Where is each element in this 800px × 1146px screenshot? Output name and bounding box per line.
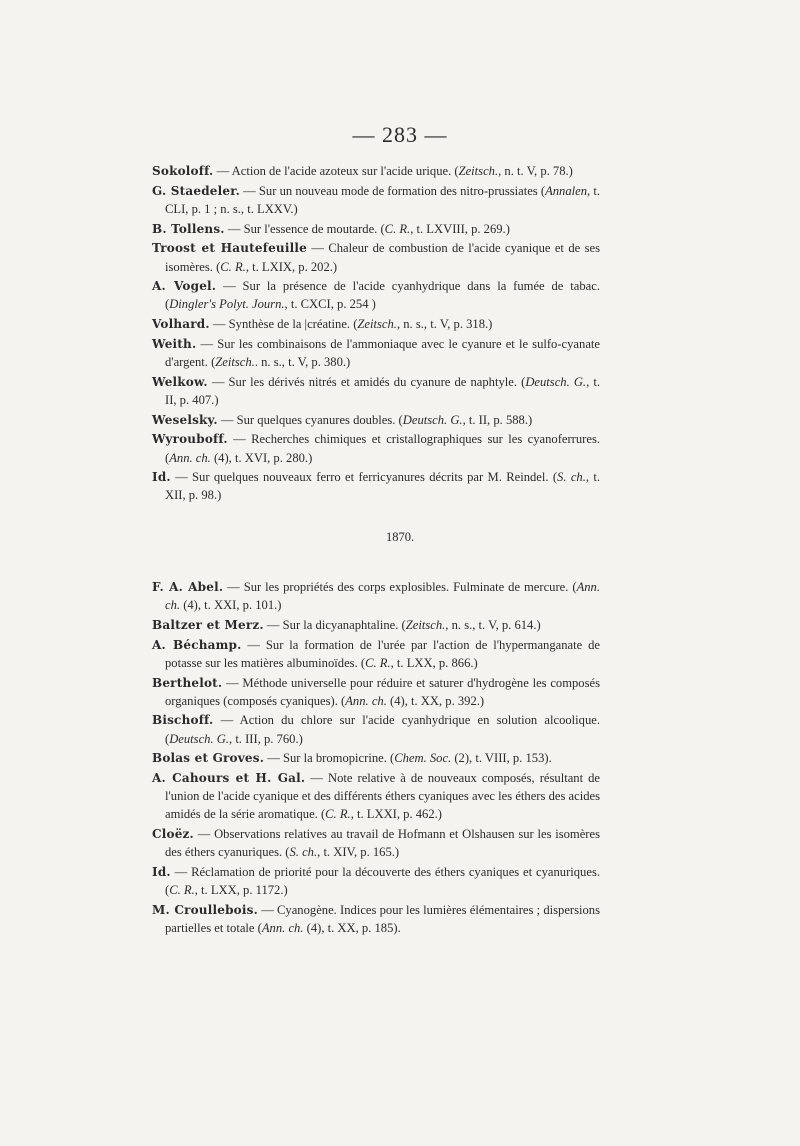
page-number: — 283 — [352, 122, 448, 147]
entry-text: (2), t. VIII, p. 153). [451, 751, 552, 766]
entry-text: — Action de l'acide azoteux sur l'acide urique. ( [213, 164, 459, 178]
bibliography-entry [152, 616, 600, 634]
entry-author: Baltzer et Merz. [152, 617, 264, 632]
entry-text: , t. LXVIII, p. 269.) [410, 221, 510, 236]
entry-author: Id. [152, 470, 171, 485]
entry-author: A. Vogel. [152, 279, 217, 294]
entry-author: Troost et Hautefeuille [152, 241, 307, 256]
entry-source: Deutsch. G. [169, 731, 230, 746]
entry-text: , t. LXXI, p. 462.) [350, 807, 442, 822]
entry-text: , t. LXX, p. 1172.) [194, 883, 288, 898]
bibliography-entry [152, 220, 600, 238]
entry-source: C. R. [325, 807, 351, 822]
entry-text: (4), t. XX, p. 185). [303, 921, 401, 936]
entry-source: S. ch. [289, 845, 318, 860]
bibliography-entry [152, 674, 600, 710]
entry-author: Bischoff. [152, 713, 214, 728]
bibliography-entry [152, 373, 600, 409]
entry-source: S. ch. [557, 470, 586, 485]
entry-text: — Synthèse de la |créatine. ( [209, 317, 358, 332]
entry-text: — Sur la bromopicrine. ( [264, 751, 395, 766]
entry-author: Weselsky. [152, 412, 218, 427]
entry-author: Welkow. [152, 374, 208, 389]
entry-text: — Sur les combinaisons de l'ammoniaque avec le cyanure et le sulfo-cyanate d'argent. ( [165, 336, 600, 370]
entry-source: Zeitsch. [215, 355, 255, 370]
entry-text: — Sur la dicyanaphtaline. ( [263, 617, 406, 632]
entry-source: Ann. ch. [261, 921, 304, 936]
entry-text: — Réclamation de priorité pour la découverte des éthers cyaniques et cyanuriques. ( [165, 865, 600, 898]
entry-text: — Sur la formation de l'urée par l'action de l'hypermanganate de potasse sur les matières albuminoïdes. ( [165, 637, 600, 670]
entry-text: — Action du chlore sur l'acide cyanhydrique en solution alcoolique. ( [165, 713, 600, 746]
entry-text: , t. CLI, p. 1 ; n. s., t. LXXV.) [165, 183, 600, 216]
entry-text: — Sur l'essence de moutarde. ( [224, 221, 385, 236]
bibliography-entry [152, 162, 600, 180]
entry-text: — Sur quelques nouveaux ferro et ferricyanures décrits par M. Reindel. ( [170, 470, 558, 485]
entry-text: — Sur les dérivés nitrés et amidés du cyanure de naphtyle. ( [207, 374, 526, 389]
bibliography-entry [152, 769, 600, 824]
entry-source: C. R. [169, 883, 195, 898]
bibliography-entry [152, 411, 600, 429]
entry-author: Wyrouboff. [152, 432, 228, 447]
entry-source: Zeitsch. [357, 317, 397, 332]
year-heading: 1870. [385, 530, 415, 544]
bibliography-entry [152, 825, 600, 861]
entry-text: — Sur quelques cyanures doubles. ( [217, 412, 403, 427]
entry-source: Deutsch. G. [402, 412, 463, 427]
entry-source: Deutsch. G. [525, 374, 587, 389]
entry-source: Zeitsch. [405, 617, 446, 632]
entry-source: C. R. [384, 221, 411, 236]
entry-author: A. Cahours et H. Gal. [152, 771, 306, 786]
entry-text: , t. II, p. 588.) [462, 412, 533, 427]
entry-text: , n. s., t. V, p. 614.) [445, 617, 541, 632]
entry-source: Ann. ch. [169, 450, 211, 465]
bibliography-entry [152, 636, 600, 672]
entry-text: . n. s., t. V, p. 380.) [254, 355, 351, 370]
entry-text: , n. t. V, p. 78.) [498, 164, 573, 178]
entry-text: , t. CXCI, p. 254 ) [284, 297, 376, 312]
entry-author: Cloëz. [152, 827, 194, 842]
entry-author: Bolas et Groves. [152, 751, 265, 766]
entry-text: , n. s., t. V, p. 318.) [396, 317, 493, 332]
entry-text: — Sur la présence de l'acide cyanhydrique dans la fumée de tabac. ( [165, 279, 600, 312]
bibliography-entry [152, 863, 600, 899]
bibliography-entry [152, 335, 600, 371]
entry-text: , t. LXIX, p. 202.) [245, 259, 338, 274]
entry-source: Ann. ch. [165, 580, 600, 613]
entry-text: — Note relative à de nouveaux composés, résultant de l'union de l'acide cyanique et des différents éthers cyaniques avec les éthers des acides amidés de la série aromatique. ( [165, 771, 601, 822]
entry-text: , t. II, p. 407.) [165, 374, 601, 407]
bibliography-entry [152, 315, 600, 333]
entry-author: F. A. Abel. [152, 580, 224, 594]
entry-author: M. Croullebois. [152, 902, 258, 917]
entry-text: (4), t. XX, p. 392.) [386, 693, 485, 708]
entry-author: Volhard. [152, 317, 210, 332]
entry-source: Ann. ch. [345, 693, 387, 708]
entry-source: Zeitsch. [458, 164, 499, 178]
entry-source: C. R. [220, 259, 246, 274]
bibliography-entry [152, 182, 600, 218]
entry-text: — Sur les propriétés des corps explosibles. Fulminate de mercure. ( [223, 580, 577, 594]
entry-text: (4), t. XXI, p. 101.) [180, 598, 282, 613]
entry-source: C. R. [365, 655, 391, 670]
entry-author: Sokoloff. [152, 164, 214, 178]
entry-text: , t. XII, p. 98.) [165, 470, 600, 503]
entry-author: G. Staedeler. [152, 183, 241, 198]
entry-text: — Chaleur de combustion de l'acide cyanique et de ses isomères. ( [165, 241, 600, 274]
entry-author: Id. [152, 865, 171, 880]
bibliography-entry [152, 901, 600, 937]
entry-source: Chem. Soc. [394, 751, 452, 766]
entry-text: , t. XIV, p. 165.) [317, 845, 400, 860]
entry-text: — Observations relatives au travail de Hofmann et Olshausen sur les isomères des éthers cyanuriques. ( [165, 827, 600, 860]
entry-source: Dingler's Polyt. Journ. [169, 297, 285, 312]
entry-text: — Sur un nouveau mode de formation des nitro-prussiates ( [240, 183, 546, 198]
entry-text: (4), t. XVI, p. 280.) [210, 450, 313, 465]
entry-author: Weith. [152, 336, 197, 351]
bibliography-entry [152, 277, 600, 313]
bibliography-entry [152, 578, 600, 614]
entry-text: — Recherches chimiques et cristallographiques sur les cyanoferrures. ( [165, 432, 600, 465]
bibliography-entry [152, 430, 600, 466]
bibliography-entry [152, 468, 600, 504]
entry-source: Annalen [545, 183, 588, 198]
entry-text: — Méthode universelle pour réduire et saturer d'hydrogène les composés organiques (composés cyaniques). ( [165, 675, 600, 708]
bibliography-entry [152, 749, 600, 767]
entry-author: A. Béchamp. [152, 637, 242, 652]
entry-text: — Cyanogène. Indices pour les lumières élémentaires ; dispersions partielles et totale ( [165, 902, 600, 936]
entry-text: , t. LXX, p. 866.) [390, 655, 478, 670]
entry-author: Berthelot. [152, 675, 223, 690]
bibliography-list-1869 [152, 162, 600, 506]
entry-author: B. Tollens. [152, 221, 225, 236]
bibliography-entry [152, 711, 600, 747]
entry-text: , t. III, p. 760.) [229, 731, 303, 746]
bibliography-list-1870 [152, 578, 600, 939]
bibliography-entry [152, 239, 600, 275]
